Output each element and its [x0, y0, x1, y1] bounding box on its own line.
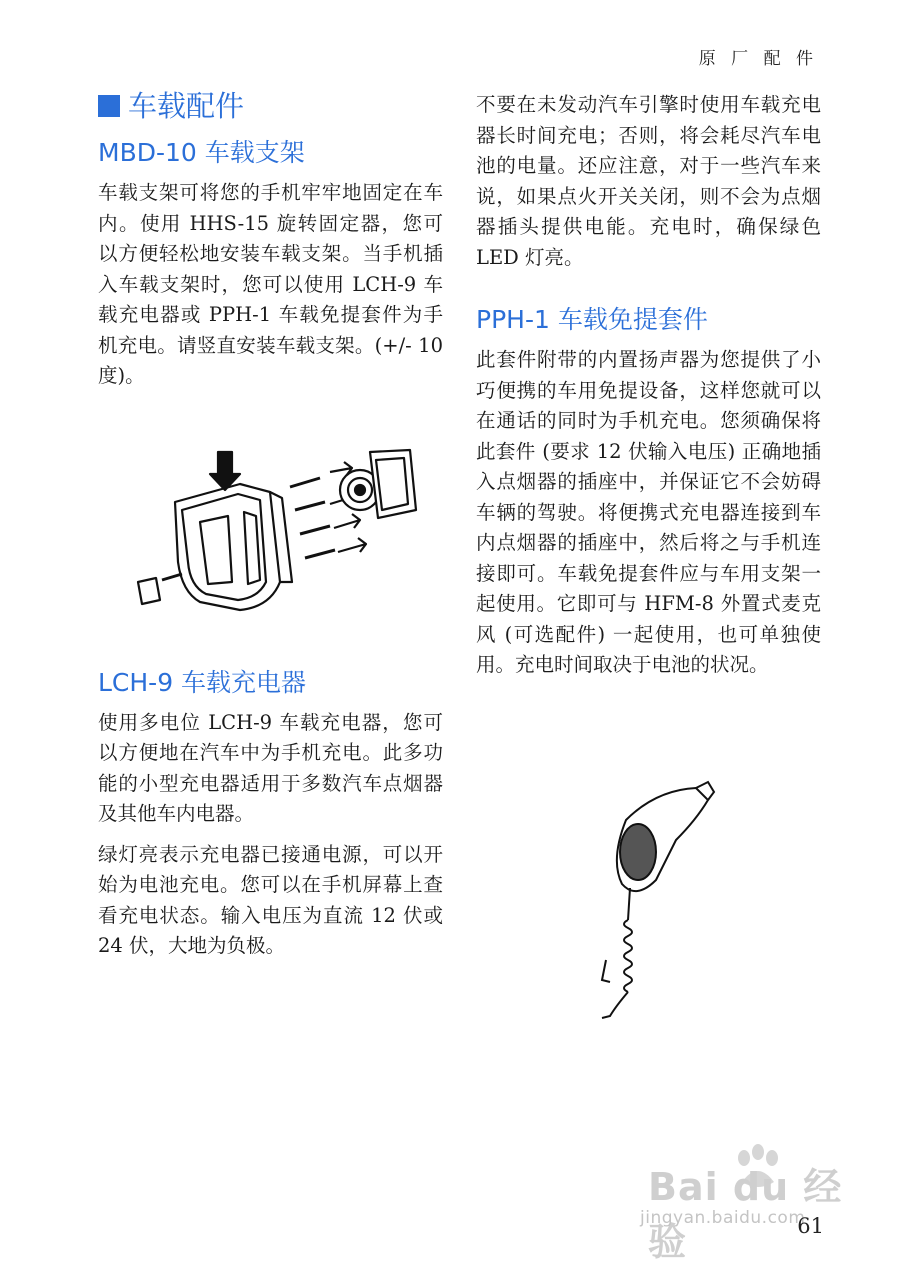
car-mount-illustration: [120, 432, 420, 622]
watermark-logo-text: Bai du 经验: [648, 1165, 843, 1264]
page-number: 61: [797, 1214, 824, 1238]
lch9-paragraph-2: 绿灯亮表示充电器已接通电源，可以开始为电池充电。您可以在手机屏幕上查看充电状态。输入电压为直流 12 伏或 24 伏，大地为负极。: [98, 842, 443, 957]
lch9-heading: LCH-9 车载充电器: [98, 667, 307, 697]
mbd10-paragraph: 车载支架可将您的手机牢牢地固定在车内。使用 HHS-15 旋转固定器，您可以方便轻松地安装车载支架。当手机插入车载支架时，您可以使用 LCH-9 车载充电器或 PPH-1 车载免提套件为手机充电。请竖直安装车载支架。(+/- 10 度)。: [98, 181, 443, 387]
running-header: 原 厂 配 件: [698, 49, 818, 69]
pph1-paragraph: 此套件附带的内置扬声器为您提供了小巧便携的车用免提设备，这样您就可以在通话的同时为手机充电。您须确保将此套件 (要求 12 伏输入电压) 正确地插入点烟器的插座中，并保证它不会妨碍车辆的驾驶。将便携式充电器连接到车内点烟器的插座中，然后将之与手机连接即可。车载免提套件应与车用支架一起使用。它即可与 HFM-8 外置式麦克风 (可选配件) 一起使用，也可单独使用。充电时间取决于电池的状况。: [476, 348, 821, 676]
lch9-paragraph-1: 使用多电位 LCH-9 车载充电器，您可以方便地在汽车中为手机充电。此多功能的小型充电器适用于多数汽车点烟器及其他车内电器。: [98, 710, 443, 825]
right-column: [476, 90, 821, 681]
watermark-url: jingyan.baidu.com: [640, 1208, 806, 1228]
handsfree-kit-illustration: [596, 780, 716, 1025]
pph1-heading: PPH-1 车载免提套件: [476, 305, 708, 334]
square-bullet-icon: [98, 95, 120, 117]
left-column: [98, 86, 443, 962]
section-heading-text: 车载配件: [128, 89, 245, 123]
section-heading: [98, 86, 443, 126]
mbd10-heading: MBD-10 车载支架: [98, 138, 305, 167]
charger-warning-paragraph: 不要在未发动汽车引擎时使用车载充电器长时间充电；否则，将会耗尽汽车电池的电量。还应注意，对于一些汽车来说，如果点火开关关闭，则不会为点烟器插头提供电能。充电时，确保绿色 LED 灯亮。: [476, 93, 821, 269]
